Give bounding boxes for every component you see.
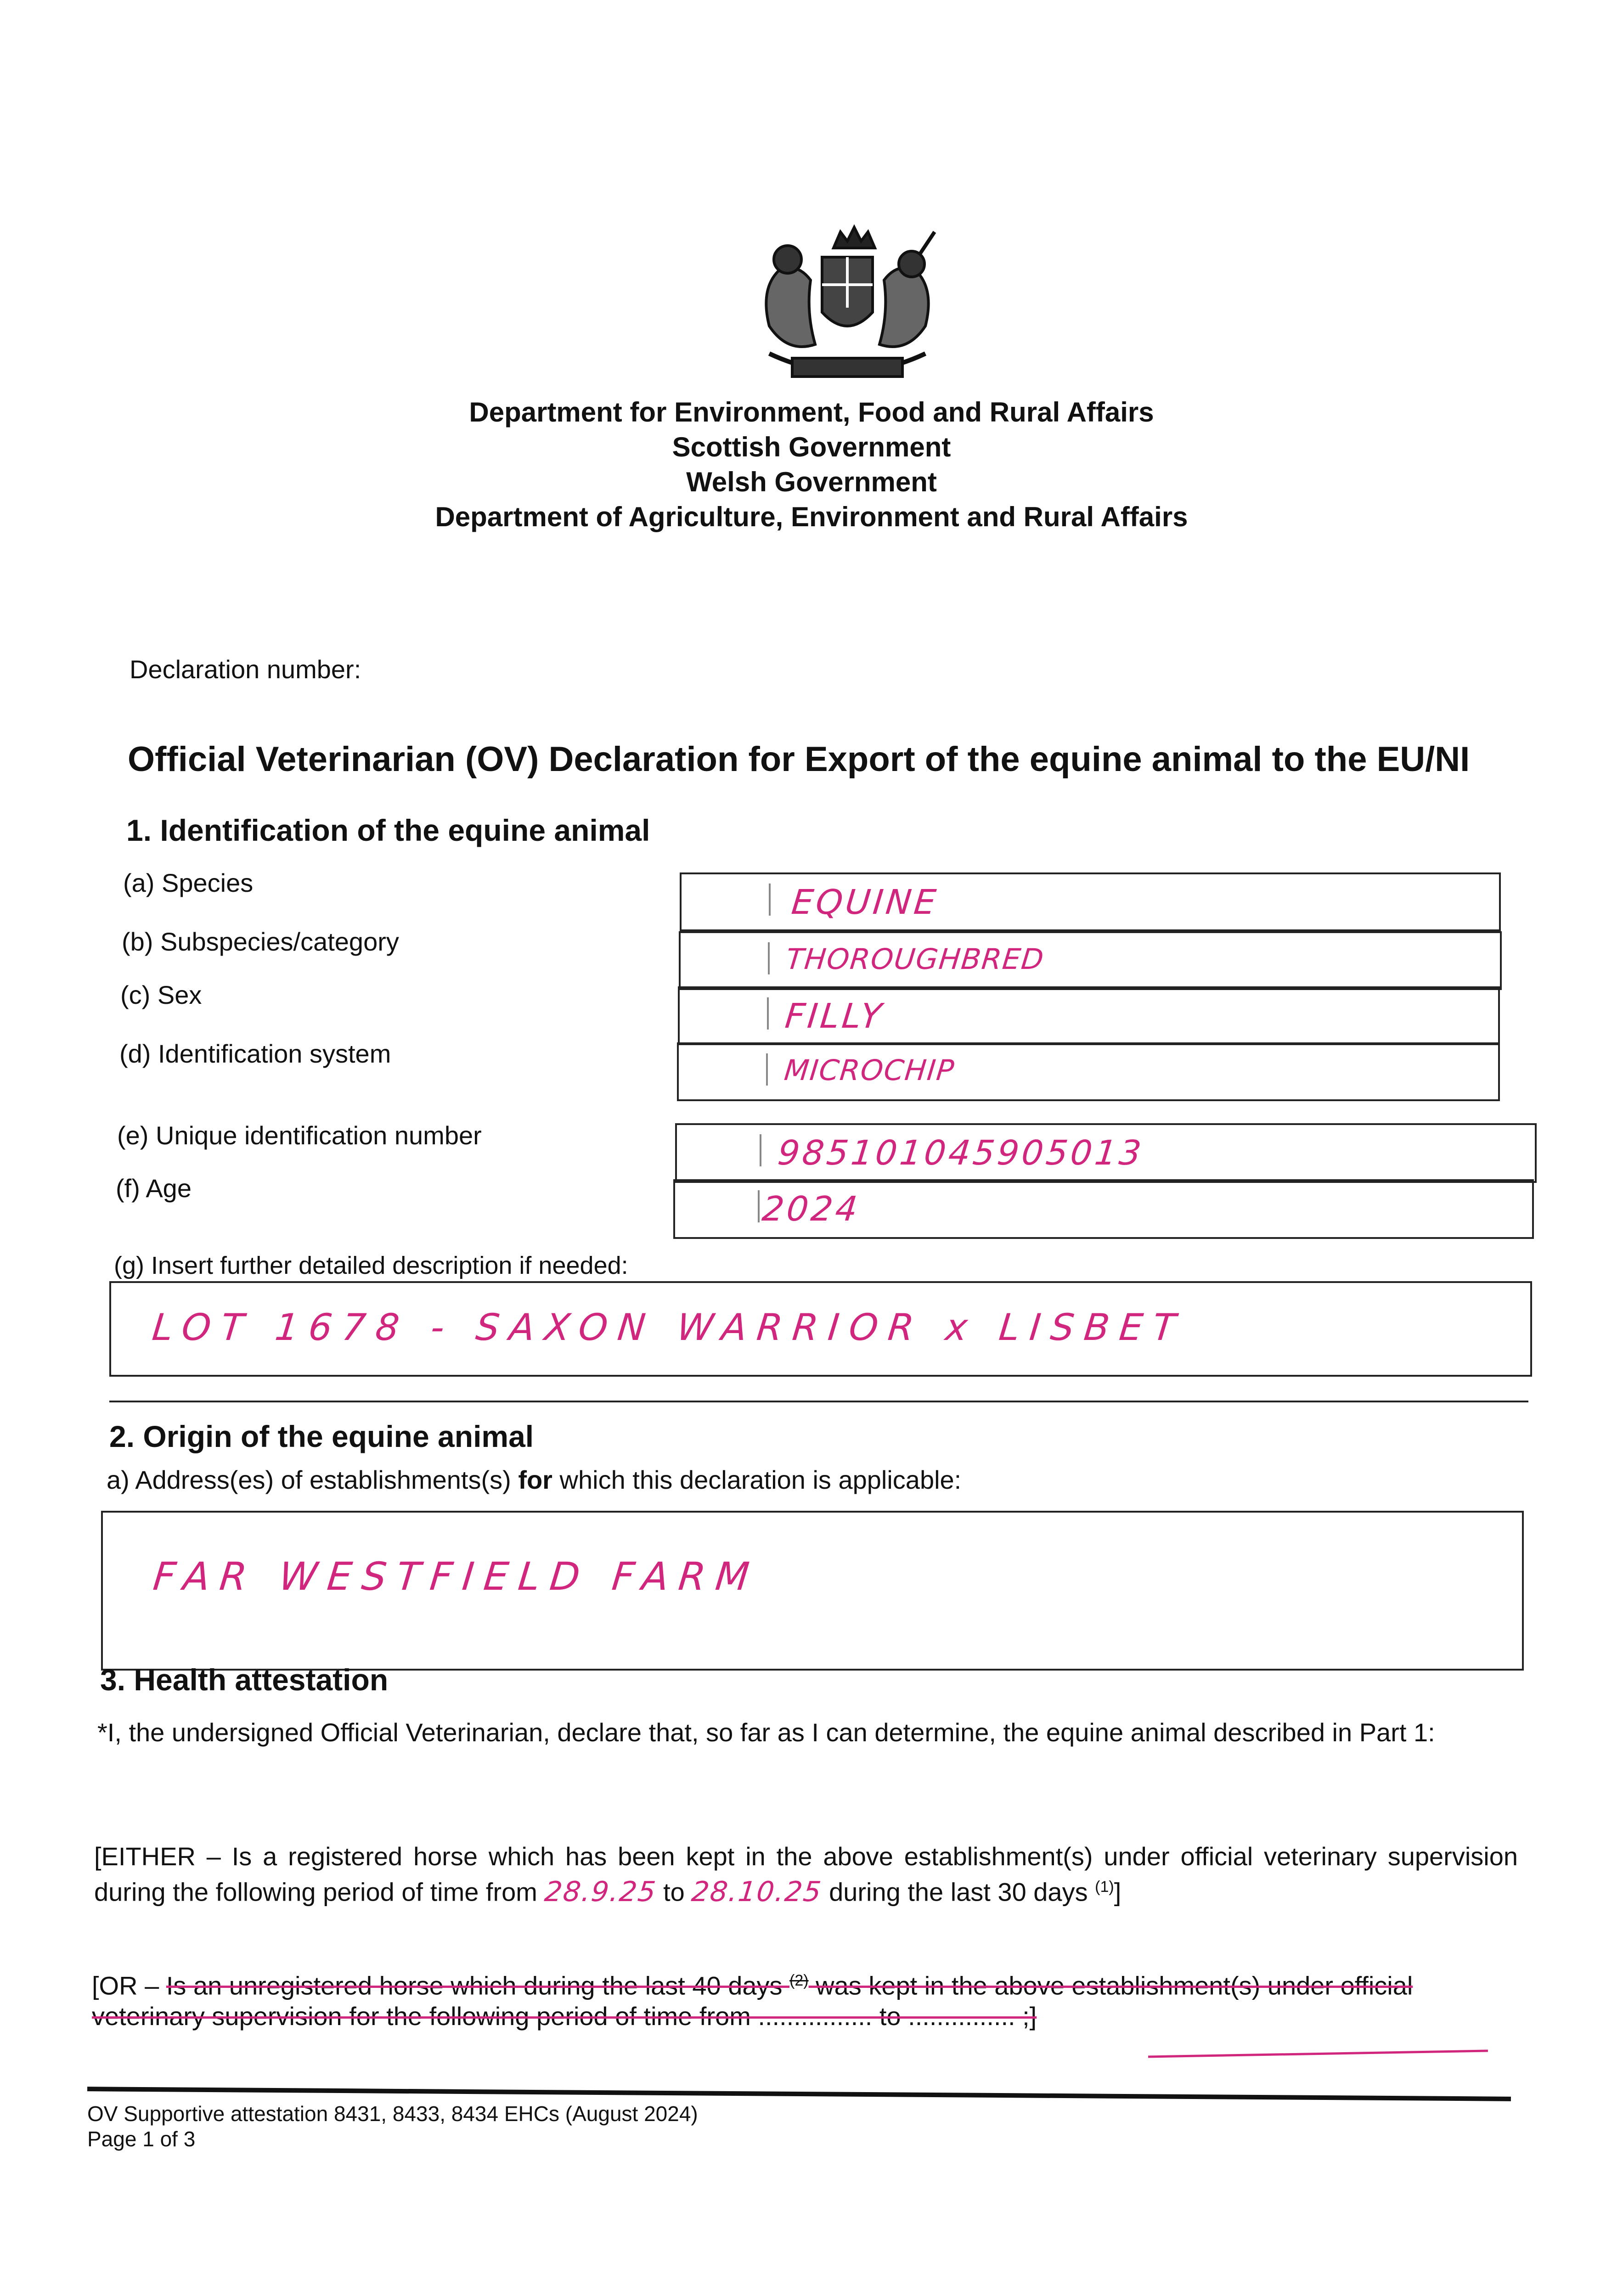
department-line-2: Scottish Government [672,432,951,462]
age-field[interactable] [673,1179,1534,1239]
identification-system-value: MICROCHIP [783,1053,957,1087]
field-tick [766,1053,768,1086]
address-label-bold: for [518,1465,552,1494]
address-value: FAR WESTFIELD FARM [151,1554,761,1599]
address-label [107,1465,961,1495]
unique-id-label: (e) Unique identification number [117,1121,482,1150]
age-label: (f) Age [116,1174,192,1203]
attestation-intro: *I, the undersigned Official Veterinarian, declare that, so far as I can determine, the equine animal described in Part 1: [97,1718,1435,1747]
address-label-text-2: which this declaration is applicable: [552,1465,962,1494]
strike-through-mark [1148,2050,1488,2058]
or-text: [OR – [92,1971,166,2000]
department-line-1: Department for Environment, Food and Rural Affairs [469,397,1154,428]
or-line-1 [92,1965,1525,2001]
or-clause [92,1965,1525,2032]
or-footnote-ref: (2) [789,1972,809,1989]
either-tail-text: during the last 30 days [822,1877,1095,1907]
either-from-date: 28.9.25 [542,1875,658,1908]
or-struck-text-2: was kept in the above establishment(s) under official [808,1971,1413,2000]
footer-rule [87,2087,1511,2101]
field-tick [767,997,769,1030]
subspecies-field[interactable] [679,931,1502,990]
section-1-heading: 1. Identification of the equine animal [126,813,650,847]
department-line-3: Welsh Government [686,467,937,497]
identification-system-label: (d) Identification system [119,1039,391,1068]
either-end: ] [1114,1877,1121,1907]
field-tick [758,1190,760,1222]
field-tick [760,1134,761,1166]
royal-coat-of-arms-icon [742,216,953,400]
page-number: Page 1 of 3 [87,2127,196,2151]
field-tick [768,942,770,974]
field-tick [769,884,771,916]
subspecies-value: THOROUGHBRED [784,942,1046,976]
section-2-heading: 2. Origin of the equine animal [109,1419,534,1453]
section-3-heading: 3. Health attestation [100,1663,389,1697]
age-value: 2024 [760,1189,862,1229]
unique-id-value: 985101045905013 [776,1133,1146,1173]
either-to-text: to [656,1877,692,1907]
either-text: [EITHER – Is a registered horse which has been kept in the above establishment(s) under official veterinary supervision during the following period of time from [94,1842,1518,1907]
further-description-field[interactable] [109,1281,1532,1377]
sex-value: FILLY [783,996,886,1036]
divider [109,1401,1528,1402]
declaration-number-label: Declaration number: [130,655,361,684]
species-field[interactable] [680,872,1501,931]
department-line-4: Department of Agriculture, Environment and Rural Affairs [435,501,1188,532]
identification-system-field[interactable] [677,1042,1500,1101]
address-label-text: a) Address(es) of establishments(s) [107,1465,518,1494]
footer-attestation: OV Supportive attestation 8431, 8433, 8434 EHCs (August 2024) [87,2102,698,2126]
further-description-label: (g) Insert further detailed description if needed: [114,1252,628,1279]
or-struck-text: Is an unregistered horse which during the last 40 days [166,1971,790,2000]
species-value: EQUINE [789,883,941,922]
address-field[interactable] [101,1511,1524,1671]
or-line-2: veterinary supervision for the following period of time from ................ to ............... ;] [92,2001,1037,2031]
unique-id-field[interactable] [675,1123,1537,1183]
either-clause [94,1841,1518,1908]
subspecies-label: (b) Subspecies/category [122,927,399,956]
species-label: (a) Species [123,868,254,897]
sex-label: (c) Sex [120,980,202,1009]
sex-field[interactable] [678,986,1500,1045]
further-description-value: LOT 1678 - SAXON WARRIOR x LISBET [150,1306,1188,1349]
either-to-date: 28.10.25 [690,1875,824,1908]
page-title: Official Veterinarian (OV) Declaration for Export of the equine animal to the EU/NI [128,740,1470,779]
either-footnote-ref: (1) [1095,1878,1114,1896]
